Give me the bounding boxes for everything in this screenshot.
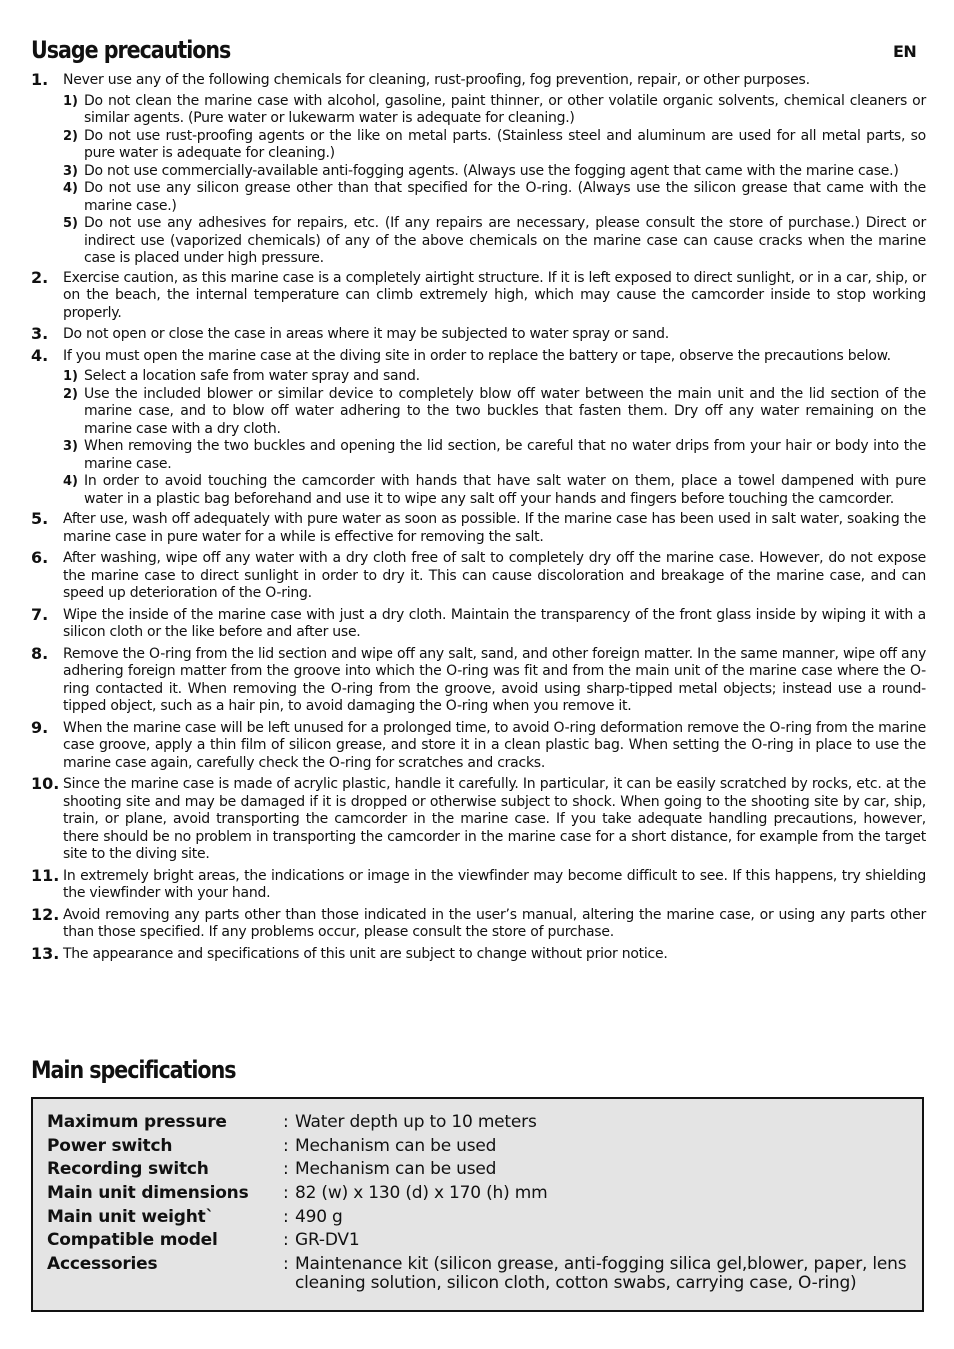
specifications-box (31, 1097, 924, 1312)
spec-value: Mechanism can be used (295, 1159, 497, 1180)
precaution-text: After use, wash off adequately with pure water as soon as possible. If the marine case has been used in salt water, soaking the marine case in pure water for a while is effective for removing the salt. (63, 511, 926, 545)
precaution-text: After washing, wipe off any water with a dry cloth free of salt to completely dry off the marine case. However, do not expose the marine case to direct sunlight in order to dry it. This can cause discoloration and breakage of the marine case, and can speed up deterioration of the O-ring. (63, 550, 926, 601)
precaution-number: 2. (31, 267, 49, 287)
spec-key: Maximum pressure (47, 1112, 227, 1132)
precaution-number: 4. (31, 345, 49, 365)
spec-row (47, 1160, 907, 1184)
spec-colon: : (283, 1159, 289, 1180)
spec-value: Water depth up to 10 meters (295, 1112, 537, 1132)
precaution-number: 11. (31, 865, 60, 885)
precaution-number: 9. (31, 717, 49, 737)
precaution-number: 8. (31, 643, 49, 663)
precaution-text: The appearance and specifications of this unit are subject to change without prior notice. (63, 945, 668, 962)
usage-precautions-title: Usage precautions (31, 36, 231, 64)
spec-row (47, 1184, 907, 1208)
precaution-text: Exercise caution, as this marine case is a completely airtight structure. If it is left exposed to direct sunlight, or in a car, ship, or on the beach, the internal temperature can climb extremely high, which may cause the camcorder inside to stop working properly. (63, 269, 926, 321)
sub-item (63, 386, 926, 439)
precaution-text: Avoid removing any parts other than those indicated in the user’s manual, altering the marine case, or using any parts other than those specified. If any problems occur, please consult the store of purchase. (63, 906, 926, 940)
precaution-number: 13. (31, 943, 60, 963)
precaution-item (31, 326, 926, 344)
precaution-item (31, 604, 926, 642)
sub-number: 1) (63, 93, 78, 109)
sub-text: Do not use any adhesives for repairs, etc. (If any repairs are necessary, please consult the store of purchase.) Direct or indirect use (vaporized chemicals) of any of the above chemicals on the marine case can cause cracks when the marine case is placed under high pressure. (84, 215, 926, 266)
spec-colon: : (283, 1206, 289, 1227)
spec-value: Mechanism can be used (295, 1135, 497, 1156)
spec-value-cell (283, 1255, 907, 1297)
spec-value: Maintenance kit (silicon grease, anti-fogging silica gel,blower, paper, lens cleaning solution, silicon cloth, cotton swabs, carrying case, O-ring) (295, 1254, 907, 1293)
main-specifications-title: Main specifications (31, 1056, 236, 1084)
spec-key: Recording switch (47, 1159, 209, 1180)
sub-item (63, 93, 926, 128)
spec-colon: : (283, 1254, 289, 1275)
sub-item (63, 215, 926, 268)
precaution-text: Since the marine case is made of acrylic plastic, handle it carefully. In particular, it can be easily scratched by rocks, etc. at the shooting site and may be damaged if it is dropped or otherwise subject to shock. When going to the shooting site by car, ship, train, or plane, avoid transporting the camcorder in the marine case. If you take adequate handling precautions, however, there should be no problem in transporting the camcorder in the marine case for a short distance, for example from the target site to the diving site. (63, 776, 926, 862)
sub-list (63, 368, 926, 508)
spec-value-cell (283, 1184, 907, 1208)
sub-number: 3) (63, 439, 78, 454)
spec-row (47, 1208, 907, 1232)
sub-number: 1) (63, 369, 78, 384)
spec-value-cell (283, 1231, 907, 1255)
precaution-item (31, 943, 926, 964)
spec-value-cell (283, 1160, 907, 1184)
precaution-item (31, 776, 926, 864)
sub-number: 2) (63, 128, 78, 144)
precautions-list (31, 72, 926, 963)
language-tag: EN (893, 42, 917, 61)
spec-value: GR-DV1 (295, 1230, 360, 1251)
precaution-item (31, 550, 926, 603)
sub-text: Do not use rust-proofing agents or the like on metal parts. (Stainless steel and aluminum are used for all metal parts, so pure water is adequate for cleaning.) (84, 127, 926, 161)
precaution-number: 1. (31, 70, 49, 89)
precaution-item (31, 267, 926, 323)
precaution-text: In extremely bright areas, the indications or image in the viewfinder may become difficult to see. If this happens, try shielding the viewfinder with your hand. (63, 867, 926, 901)
spec-key: Accessories (47, 1254, 158, 1275)
spec-row (47, 1255, 907, 1297)
spec-key: Compatible model (47, 1230, 218, 1251)
precaution-text: Do not open or close the case in areas where it may be subjected to water spray or sand. (63, 326, 669, 342)
sub-number: 5) (63, 216, 78, 231)
precaution-item (31, 904, 926, 942)
precaution-text: Remove the O-ring from the lid section and wipe off any salt, sand, and other foreign matter. In the same manner, wipe off any adhering foreign matter from the groove into which the O-ring was fit and from the main unit of the marine case where the O-ring contacted it. When removing the O-ring from the groove, avoid using sharp-tipped metal objects; instead use a round-tipped object, such as a hair pin, to avoid damaging the O-ring when you remove it. (63, 645, 926, 714)
precaution-item (31, 643, 926, 716)
spec-value: 490 g (295, 1206, 343, 1227)
spec-key: Main unit dimensions (47, 1183, 249, 1204)
spec-colon: : (283, 1183, 289, 1204)
precaution-number: 3. (31, 324, 49, 343)
precaution-text: Never use any of the following chemicals for cleaning, rust-proofing, fog prevention, repair, or other purposes. (63, 72, 810, 88)
spec-row (47, 1137, 907, 1161)
spec-key: Main unit weight` (47, 1206, 214, 1227)
precaution-item (31, 345, 926, 509)
sub-text: Use the included blower or similar device to completely blow off water between the main unit and the lid section of the marine case, and to blow off water adhering to the two buckles that fasten them. Dry off any water remaining on the marine case with a dry cloth. (84, 385, 926, 437)
precaution-number: 6. (31, 548, 49, 567)
precaution-item (31, 717, 926, 773)
sub-item (63, 163, 926, 181)
sub-text: When removing the two buckles and opening the lid section, be careful that no water drips from your hair or body into the marine case. (84, 438, 926, 472)
specifications-table (47, 1113, 907, 1297)
precaution-text: Wipe the inside of the marine case with just a dry cloth. Maintain the transparency of the front glass inside by wiping it with a silicon cloth or the like before and after use. (63, 606, 926, 640)
sub-number: 4) (63, 181, 78, 196)
precaution-text: When the marine case will be left unused for a prolonged time, to avoid O-ring deformation remove the O-ring from the marine case groove, apply a thin film of silicon grease, and store it in a clean plastic bag. When setting the O-ring in place to use the marine case again, carefully check the O-ring for scratches and cracks. (63, 719, 926, 771)
precaution-item (31, 865, 926, 903)
spec-row (47, 1231, 907, 1255)
spec-value: 82 (w) x 130 (d) x 170 (h) mm (295, 1183, 548, 1204)
spec-colon: : (283, 1112, 289, 1132)
sub-list (63, 93, 926, 268)
sub-number: 3) (63, 163, 78, 179)
spec-colon: : (283, 1230, 289, 1251)
spec-value-cell (283, 1113, 907, 1137)
precaution-number: 7. (31, 604, 49, 624)
sub-number: 4) (63, 474, 78, 489)
spec-row (47, 1113, 907, 1137)
sub-text: Do not use any silicon grease other than that specified for the O-ring. (Always use the silicon grease that came with the marine case.) (84, 180, 926, 214)
sub-item (63, 438, 926, 473)
precaution-item (31, 511, 926, 546)
sub-text: Do not clean the marine case with alcohol, gasoline, paint thinner, or other volatile organic solvents, chemical cleaners or similar agents. (Pure water or lukewarm water is adequate for cleaning.) (84, 92, 926, 126)
sub-number: 2) (63, 386, 78, 402)
precaution-number: 5. (31, 509, 49, 528)
sub-item (63, 368, 926, 386)
sub-text: Do not use commercially-available anti-fogging agents. (Always use the fogging agent that came with the marine case.) (84, 162, 899, 179)
sub-text: Select a location safe from water spray and sand. (84, 368, 420, 384)
sub-text: In order to avoid touching the camcorder with hands that have salt water on them, place a towel dampened with pure water in a plastic bag beforehand and use it to wipe any salt off your hands and fingers before touching the camcorder. (84, 473, 926, 507)
precaution-number: 12. (31, 904, 60, 924)
precaution-item (31, 72, 926, 268)
sub-item (63, 128, 926, 163)
spec-value-cell (283, 1208, 907, 1232)
precaution-number: 10. (31, 774, 60, 793)
spec-key: Power switch (47, 1135, 173, 1156)
spec-value-cell (283, 1137, 907, 1161)
spec-colon: : (283, 1135, 289, 1156)
sub-item (63, 473, 926, 508)
sub-item (63, 180, 926, 215)
precaution-text: If you must open the marine case at the diving site in order to replace the battery or tape, observe the precautions below. (63, 347, 891, 364)
